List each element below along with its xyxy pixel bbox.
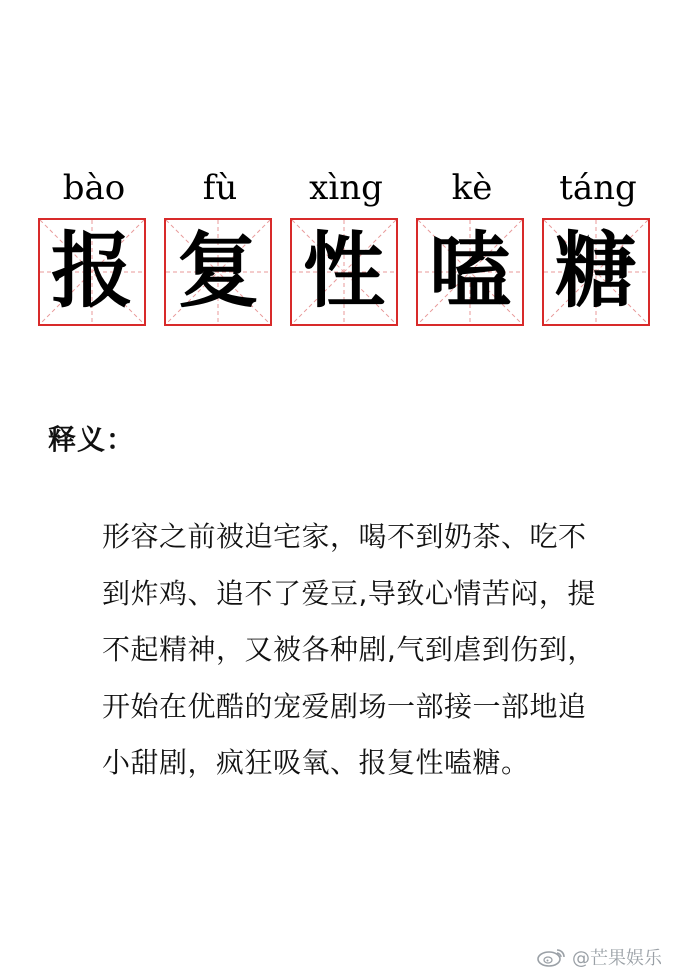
pinyin: táng bbox=[559, 168, 637, 208]
tianzige-grid bbox=[164, 218, 272, 326]
watermark-text: @芒果娱乐 bbox=[572, 948, 662, 969]
char-column bbox=[164, 160, 276, 340]
definition-text: 形容之前被迫宅家，喝不到奶茶、吃不到炸鸡、追不了爱豆,导致心情苦闷，提不起精神，又被各种剧,气到虐到伤到，开始在优酷的宠爱剧场一部接一部地追小甜剧，疯狂吸氧、报复性嗑糖。 bbox=[102, 520, 596, 779]
char-column bbox=[38, 160, 150, 340]
char-column bbox=[542, 160, 654, 340]
definition-title: 释义： bbox=[48, 423, 136, 456]
pinyin: bào bbox=[62, 168, 126, 208]
char-column bbox=[416, 160, 528, 340]
hanzi: 嗑 bbox=[428, 224, 511, 319]
watermark bbox=[536, 944, 662, 970]
hanzi: 性 bbox=[302, 224, 385, 319]
hanzi: 复 bbox=[176, 224, 259, 319]
tianzige-grid bbox=[38, 218, 146, 326]
hanzi: 糖 bbox=[554, 224, 637, 319]
hanzi: 报 bbox=[50, 224, 133, 319]
pinyin: xìng bbox=[309, 168, 383, 208]
weibo-logo-icon bbox=[536, 947, 566, 967]
pinyin: fù bbox=[202, 168, 238, 208]
tianzige-grid bbox=[416, 218, 524, 326]
word-card bbox=[0, 160, 690, 340]
char-column bbox=[290, 160, 402, 340]
tianzige-grid bbox=[542, 218, 650, 326]
tianzige-grid bbox=[290, 218, 398, 326]
pinyin: kè bbox=[451, 168, 493, 208]
